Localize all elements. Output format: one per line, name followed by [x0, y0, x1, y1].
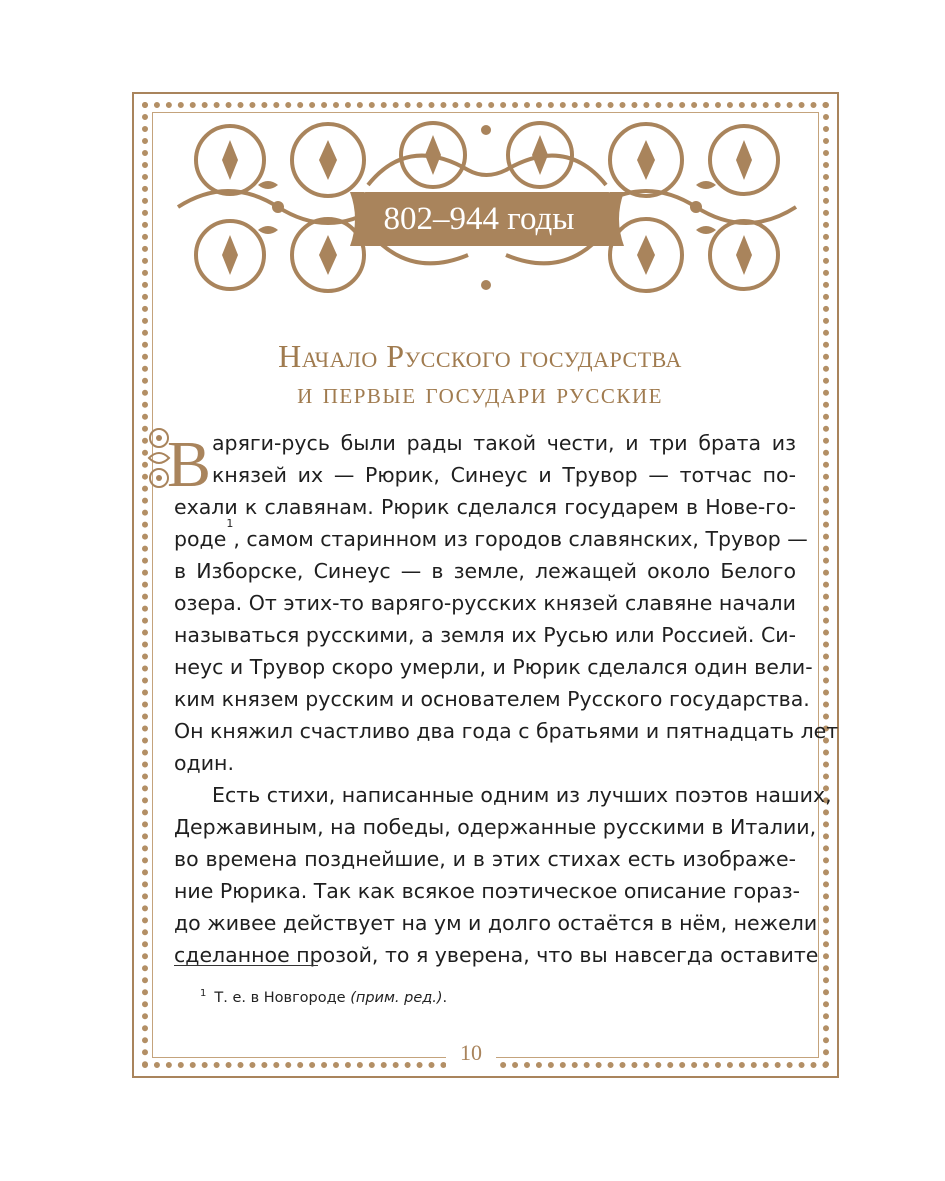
- text-line: аряги-русь были рады такой чести, и три брата из: [212, 431, 796, 455]
- text-line: ехали к славянам. Рюрик сделался государем в Нове-го-: [174, 495, 796, 519]
- text-line: до живее действует на ум и долго остаётся в нём, нежели: [174, 911, 818, 935]
- text-line: Он княжил счастливо два года с братьями и пятнадцать лет: [174, 719, 839, 743]
- text-line: один.: [174, 751, 234, 775]
- text-line: ние Рюрика. Так как всякое поэтическое описание горaз-: [174, 879, 801, 903]
- text-fragment: роде: [174, 527, 227, 551]
- text-line: князей их — Рюрик, Синеус и Трувор — тотчас по-: [212, 463, 796, 487]
- footnote-editor-note: (прим. ред.): [350, 990, 443, 1006]
- footnote-text: Т. е. в Новгороде: [214, 990, 346, 1006]
- text-line: озера. От этих-то варяго-русских князей славяне начали: [174, 591, 796, 615]
- chapter-title-line-2: и первые государи русские: [297, 377, 663, 410]
- text-line: Есть стихи, написанные одним из лучших поэтов наших,: [212, 783, 832, 807]
- text-line: [174, 517, 808, 554]
- text-line: во времена позднейшие, и в этих стихах есть изображе-: [174, 847, 796, 871]
- chapter-title-line-1: Начало Русского государства: [278, 338, 682, 374]
- text-line: Державиным, на победы, одержанные русскими в Италии,: [174, 815, 817, 839]
- text-line: называться русскими, а земля их Русью или Россией. Си-: [174, 623, 796, 647]
- drop-cap: [145, 424, 213, 494]
- drop-cap-letter: В: [166, 428, 212, 494]
- text-fragment: , самом старинном из городов славянских, Трувор —: [233, 527, 808, 551]
- footnote-end: .: [442, 990, 448, 1006]
- period-label: 802–944 годы: [383, 200, 575, 237]
- text-line: сделанное прозой, то я уверена, что вы навсегда оставите: [174, 943, 819, 967]
- footnote-number: 1: [200, 988, 207, 999]
- footnote: [200, 988, 447, 1006]
- page-number: 10: [460, 1040, 482, 1065]
- text-line: неус и Трувор скоро умерли, и Рюрик сделался один вели-: [174, 655, 813, 679]
- footnote-marker: 1: [226, 517, 234, 530]
- footnote-rule: [174, 965, 318, 966]
- text-line: в Изборске, Синеус — в земле, лежащей около Белого: [174, 559, 796, 583]
- text-line: ким князем русским и основателем Русского государства.: [174, 687, 810, 711]
